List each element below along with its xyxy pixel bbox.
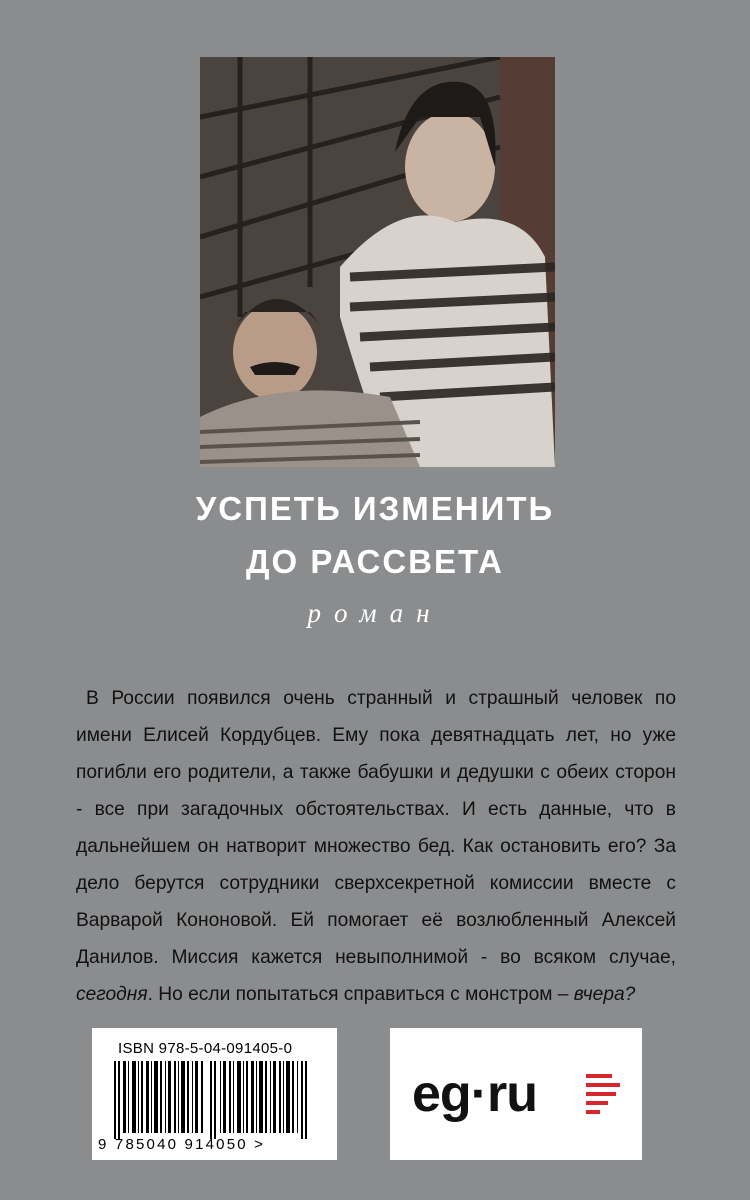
author-photo xyxy=(200,57,555,467)
blurb-part-2: . Но если попытаться справиться с монстром – xyxy=(147,984,574,1005)
barcode-icon xyxy=(114,1061,319,1139)
publisher-logo-panel xyxy=(390,1028,642,1160)
publisher-logo: eg·ru xyxy=(412,1065,537,1123)
blurb-emphasis-1: сегодня xyxy=(76,984,148,1005)
blurb-emphasis-2: вчера? xyxy=(573,984,636,1005)
blurb-part-1: В России появился очень странный и страшный человек по имени Елисей Кордубцев. Ему пока девятнадцать лет, но уже погибли его родители, а также бабушки и дедушки с обеих сторон - все при загадочных обстоятельствах. И есть данные, что в дальнейшем он натворит множество бед. Как остановить его? За дело берутся сотрудники сверхсекретной комиссии вместе с Варварой Кононовой. Ей помогает её возлюбленный Алексей Данилов. Миссия кажется невыполнимой - во всяком случае, xyxy=(76,688,676,968)
book-title-line-2: ДО РАССВЕТА xyxy=(246,543,504,580)
isbn-text: ISBN 978-5-04-091405-0 xyxy=(118,1040,293,1057)
book-title-line-1: УСПЕТЬ ИЗМЕНИТЬ xyxy=(195,490,555,527)
barcode-digits: 9 785040 914050 > xyxy=(98,1136,266,1153)
genre-label: роман xyxy=(307,598,443,628)
barcode-panel xyxy=(92,1028,337,1160)
logo-stripes-icon xyxy=(586,1074,620,1114)
blurb-text xyxy=(76,680,676,1013)
